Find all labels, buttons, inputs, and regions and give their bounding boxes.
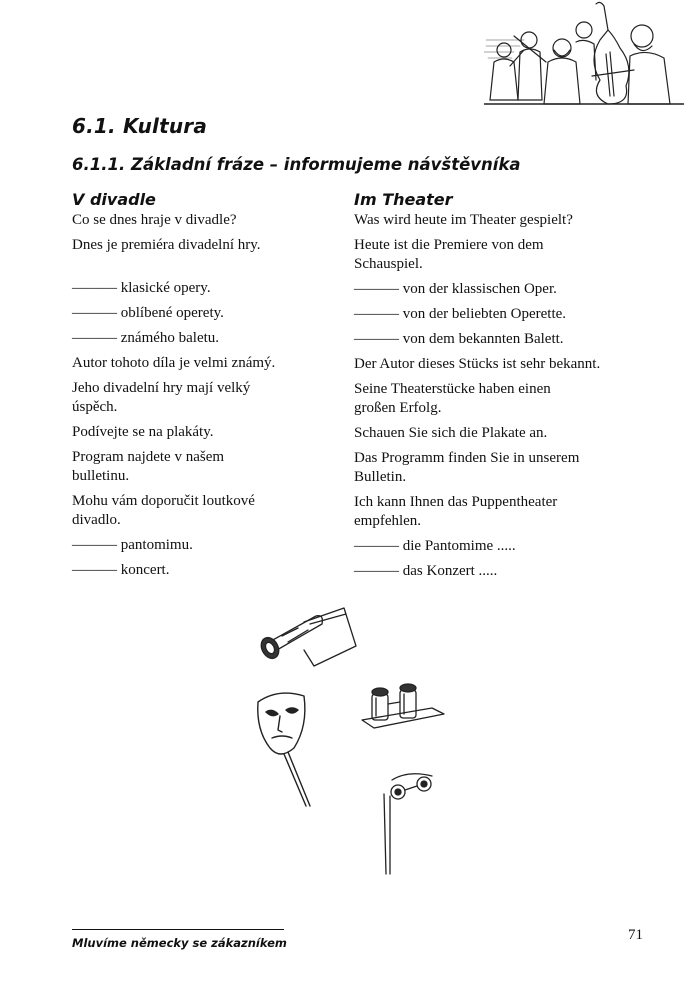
lorgnette-drawing bbox=[378, 768, 448, 878]
phrase-line: ——— koncert. bbox=[72, 562, 170, 578]
phrase-line: großen Erfolg. bbox=[354, 400, 442, 416]
czech-column bbox=[72, 190, 322, 580]
orchestra-drawing bbox=[484, 0, 684, 108]
phrase-line: ——— oblíbené operety. bbox=[72, 305, 224, 321]
page-heading: 6.1. Kultura bbox=[72, 114, 208, 138]
phrase-line: Was wird heute im Theater gespielt? bbox=[354, 212, 573, 228]
phrase-line: ——— klasické opery. bbox=[72, 280, 211, 296]
phrase-line: Program najdete v našem bbox=[72, 449, 225, 465]
theatre-mask-drawing bbox=[248, 686, 328, 810]
footer-rule bbox=[72, 929, 284, 930]
phrase-line: empfehlen. bbox=[354, 513, 422, 529]
phrase-line: Heute ist die Premiere von dem bbox=[354, 237, 544, 253]
phrase-line: ——— von der klassischen Oper. bbox=[354, 281, 557, 297]
phrase-line: ——— známého baletu. bbox=[72, 330, 220, 346]
phrase-line: ——— von dem bekannten Balett. bbox=[354, 331, 564, 347]
german-column-title: Im Theater bbox=[354, 190, 453, 209]
section-heading: 6.1.1. Základní fráze – informujeme návštěvníka bbox=[72, 155, 521, 174]
phrase-line: Bulletin. bbox=[354, 469, 407, 485]
phrase-line: Dnes je premiéra divadelní hry. bbox=[72, 237, 261, 253]
phrase-line: ——— das Konzert ..... bbox=[354, 563, 498, 579]
german-column bbox=[354, 190, 634, 581]
phrase-line: Das Programm finden Sie in unserem bbox=[354, 450, 580, 466]
footer-book-title: Mluvíme německy se zákazníkem bbox=[72, 936, 287, 950]
phrase-line: Mohu vám doporučit loutkové bbox=[72, 493, 255, 509]
phrase-line: Seine Theaterstücke haben einen bbox=[354, 381, 551, 397]
phrase-line: Autor tohoto díla je velmi známý. bbox=[72, 355, 276, 371]
phrase-line: Ich kann Ihnen das Puppentheater bbox=[354, 494, 558, 510]
phrase-line: Der Autor dieses Stücks ist sehr bekannt. bbox=[354, 356, 601, 372]
phrase-line: Jeho divadelní hry mají velký bbox=[72, 380, 251, 396]
phrase-line: Co se dnes hraje v divadle? bbox=[72, 212, 237, 228]
phrase-line: Schauspiel. bbox=[354, 256, 423, 272]
phrase-line: ——— pantomimu. bbox=[72, 537, 193, 553]
phrase-line: Schauen Sie sich die Plakate an. bbox=[354, 425, 548, 441]
phrase-line: ——— die Pantomime ..... bbox=[354, 538, 516, 554]
rolled-poster-drawing bbox=[258, 602, 358, 670]
phrase-line: úspěch. bbox=[72, 399, 118, 415]
phrase-line: bulletinu. bbox=[72, 468, 130, 484]
czech-column-title: V divadle bbox=[72, 190, 156, 209]
phrase-line: ——— von der beliebten Operette. bbox=[354, 306, 567, 322]
phrase-line: divadlo. bbox=[72, 512, 121, 528]
opera-glasses-drawing bbox=[360, 680, 446, 738]
page-number: 71 bbox=[628, 927, 643, 943]
phrase-line: Podívejte se na plakáty. bbox=[72, 424, 214, 440]
